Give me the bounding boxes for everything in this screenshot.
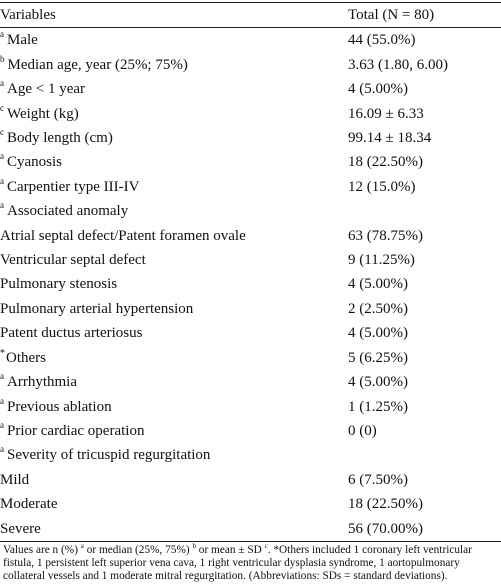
- row-marker: a: [0, 371, 4, 382]
- row-label: Age < 1 year: [7, 81, 86, 98]
- row-value: 4 (5.00%): [348, 374, 408, 391]
- row-label: Pulmonary arterial hypertension: [0, 300, 194, 317]
- row-value: 44 (55.0%): [348, 32, 416, 49]
- row-value: 4 (5.00%): [348, 81, 408, 98]
- row-value: 6 (7.50%): [348, 471, 408, 488]
- row-label: Associated anomaly: [7, 203, 129, 220]
- table-row: [0, 248, 501, 272]
- row-label: Male: [7, 32, 38, 49]
- row-marker: c: [0, 127, 4, 138]
- row-value: 63 (78.75%): [348, 227, 423, 244]
- row-marker: a: [0, 419, 4, 430]
- row-marker: a: [0, 444, 4, 455]
- table-row: [0, 419, 501, 443]
- row-label: Weight (kg): [7, 105, 79, 122]
- table-row: [0, 517, 501, 542]
- row-value: 16.09 ± 6.33: [348, 105, 424, 122]
- footnote-line-2: fistula, 1 persistent left superior vena cava, 1 right ventricular dysplasia syndrome, 1 aortopulmonary: [3, 557, 460, 569]
- row-label: Pulmonary stenosis: [0, 276, 118, 293]
- table-row: [0, 150, 501, 174]
- row-marker: *: [0, 347, 5, 359]
- table-row: [0, 199, 501, 223]
- table-header-row: [0, 3, 501, 28]
- table-row: [0, 297, 501, 321]
- row-label: Carpentier type III-IV: [7, 178, 140, 195]
- row-label: Body length (cm): [7, 130, 113, 147]
- row-value: 56 (70.00%): [348, 517, 501, 542]
- row-value: 5 (6.25%): [348, 349, 408, 366]
- row-label: Cyanosis: [7, 154, 63, 171]
- row-value: 0 (0): [348, 422, 377, 439]
- row-marker: a: [0, 175, 4, 186]
- table-row: [0, 468, 501, 492]
- table-row: [0, 370, 501, 394]
- row-value: [348, 199, 501, 223]
- table-row: [0, 102, 501, 126]
- table-row: [0, 28, 501, 53]
- row-label: Others: [6, 349, 46, 366]
- row-label: Previous ablation: [7, 398, 112, 415]
- row-value: 18 (22.50%): [348, 154, 423, 171]
- table-row: [0, 77, 501, 101]
- row-marker: a: [0, 151, 4, 162]
- row-label: Mild: [0, 471, 30, 488]
- row-marker: b: [0, 53, 5, 64]
- row-marker: a: [0, 200, 4, 211]
- table-row: [0, 346, 501, 370]
- table-row: [0, 126, 501, 150]
- table-row: [0, 272, 501, 296]
- table-row: [0, 492, 501, 516]
- row-marker: c: [0, 102, 4, 113]
- row-marker: a: [0, 78, 4, 89]
- row-value: 9 (11.25%): [348, 252, 415, 269]
- row-marker: a: [0, 29, 4, 40]
- table-row: [0, 395, 501, 419]
- footnote-line-3: collateral vessels and 1 moderate mitral regurgitation. (Abbreviations: SDs = standard deviations).: [3, 570, 448, 582]
- row-value: 3.63 (1.80, 6.00): [348, 56, 448, 73]
- row-label: Prior cardiac operation: [7, 422, 145, 439]
- table-row: [0, 53, 501, 77]
- row-label: Moderate: [0, 496, 58, 513]
- row-marker: a: [0, 395, 4, 406]
- row-label: Severity of tricuspid regurgitation: [7, 447, 211, 464]
- row-value: [348, 443, 501, 467]
- row-label: Severe: [0, 517, 348, 542]
- row-value: 99.14 ± 18.34: [348, 130, 432, 147]
- footnote-line-1: Values are n (%) $^a$ or median (25%, 75%) $^b$ or mean ± SD $^c$. *Others included 1 coronary left ventricular: [3, 542, 472, 556]
- row-value: 4 (5.00%): [348, 325, 408, 342]
- row-label: Atrial septal defect/Patent foramen ovale: [0, 227, 246, 244]
- row-label: Ventricular septal defect: [0, 252, 146, 269]
- patient-characteristics-table: [0, 2, 501, 542]
- row-value: 1 (1.25%): [348, 398, 408, 415]
- row-label: Median age, year (25%; 75%): [7, 56, 188, 73]
- row-value: 12 (15.0%): [348, 178, 416, 195]
- header-variables: Variables: [0, 3, 348, 28]
- table-row: [0, 175, 501, 199]
- table-row: [0, 224, 501, 248]
- header-total: Total (N = 80): [348, 3, 501, 28]
- table-row: [0, 321, 501, 345]
- row-value: 2 (2.50%): [348, 300, 408, 317]
- row-value: 4 (5.00%): [348, 276, 408, 293]
- row-value: 18 (22.50%): [348, 496, 423, 513]
- row-label: Arrhythmia: [7, 374, 77, 391]
- row-label: Patent ductus arteriosus: [0, 325, 143, 342]
- table-row: [0, 443, 501, 467]
- table-footnote: [3, 544, 499, 583]
